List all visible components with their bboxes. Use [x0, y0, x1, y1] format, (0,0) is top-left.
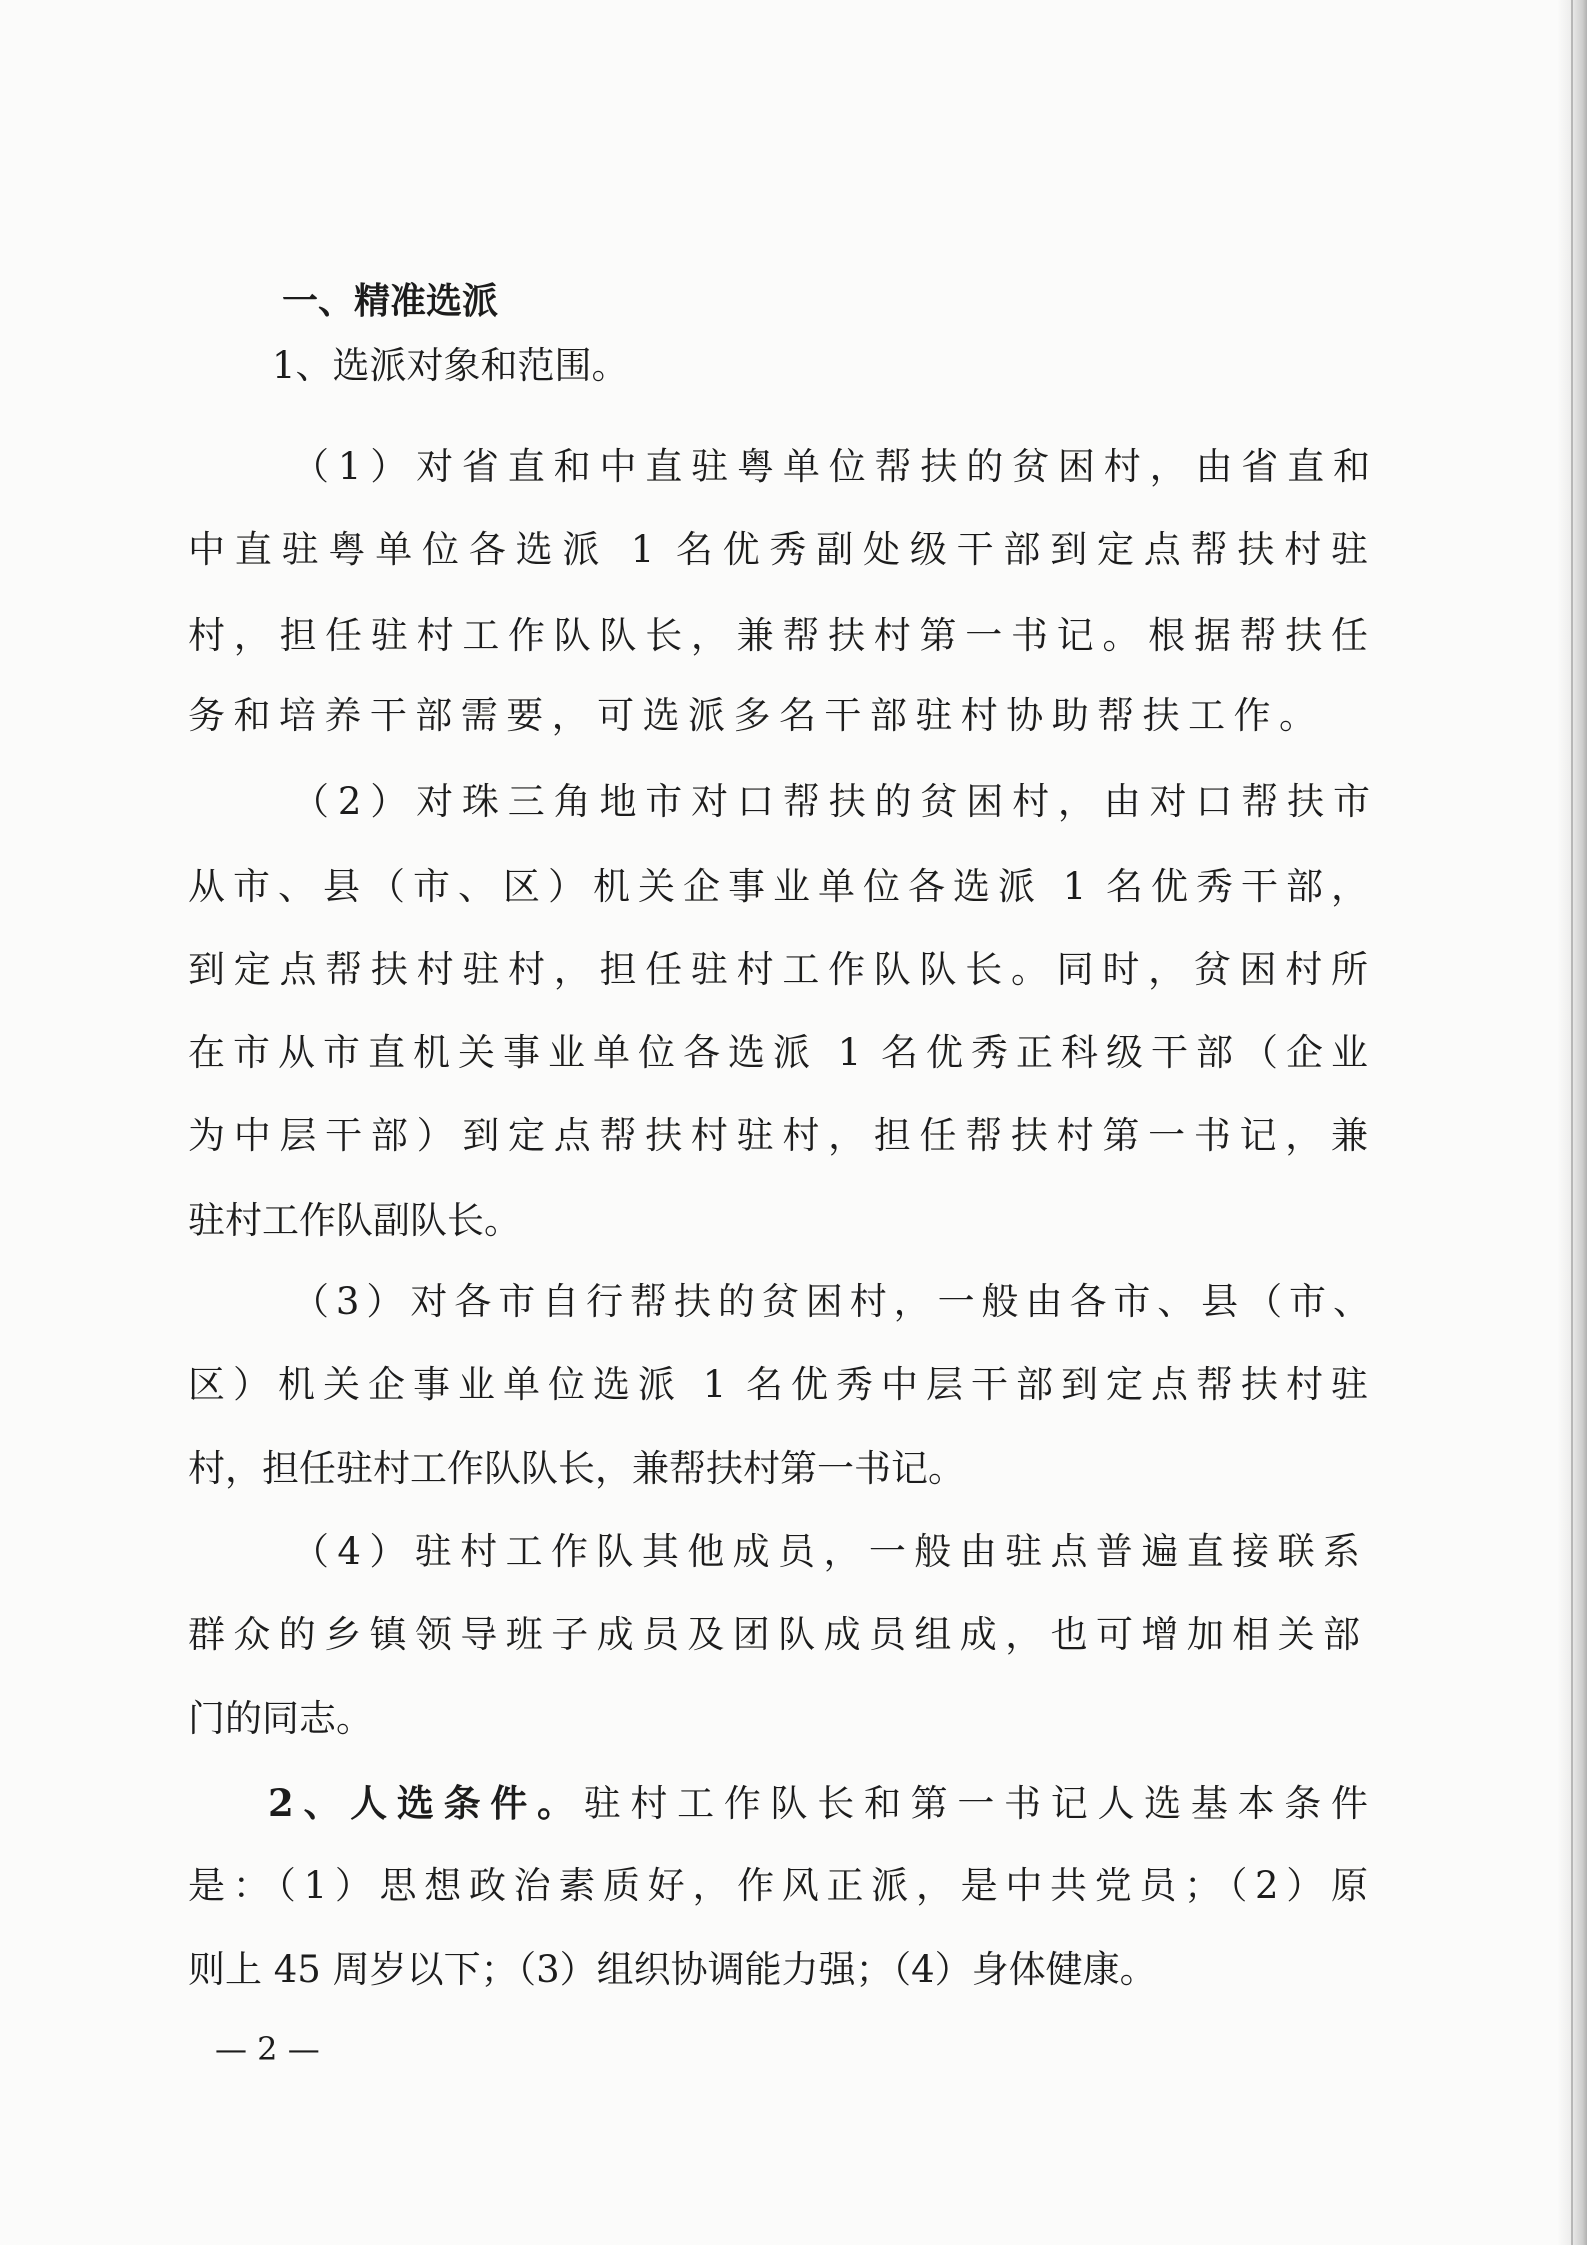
paragraph-line: 门的同志。 — [188, 1697, 373, 1740]
paragraph-line: 到定点帮扶村驻村，担任驻村工作队队长。同时，贫困村所 — [188, 948, 1368, 991]
paragraph-line: 村，担任驻村工作队队长，兼帮扶村第一书记。根据帮扶任 — [188, 614, 1368, 657]
paragraph-line: （3）对各市自行帮扶的贫困村，一般由各市、县（市、 — [292, 1280, 1370, 1323]
paragraph-line — [268, 1773, 1368, 1833]
paragraph-line: 务和培养干部需要，可选派多名干部驻村协助帮扶工作。 — [188, 694, 1316, 737]
paragraph-line: （1）对省直和中直驻粤单位帮扶的贫困村，由省直和 — [292, 445, 1370, 488]
conditions-lead: 2、人选条件。 — [268, 1781, 584, 1825]
paragraph-line: 为中层干部）到定点帮扶村驻村，担任帮扶村第一书记，兼 — [188, 1114, 1368, 1157]
scan-edge-line — [1571, 0, 1573, 2245]
paragraph-line: 在市从市直机关事业单位各选派 1 名优秀正科级干部（企业 — [188, 1031, 1368, 1074]
paragraph-line: 是：（1）思想政治素质好，作风正派，是中共党员；（2）原 — [188, 1864, 1368, 1907]
paragraph-line: 群众的乡镇领导班子成员及团队成员组成，也可增加相关部 — [188, 1613, 1360, 1656]
paragraph-line: 区）机关企事业单位选派 1 名优秀中层干部到定点帮扶村驻 — [188, 1363, 1368, 1406]
paragraph-line: （2）对珠三角地市对口帮扶的贫困村，由对口帮扶市 — [292, 780, 1370, 823]
conditions-text: 驻村工作队长和第一书记人选基本条件 — [583, 1782, 1369, 1825]
paragraph-line: 中直驻粤单位各选派 1 名优秀副处级干部到定点帮扶村驻 — [188, 528, 1368, 571]
subsection-title: 1、选派对象和范围。 — [272, 344, 629, 387]
paragraph-line: 村，担任驻村工作队队长，兼帮扶村第一书记。 — [188, 1447, 965, 1490]
paragraph-line: 从市、县（市、区）机关企事业单位各选派 1 名优秀干部， — [188, 865, 1368, 908]
paragraph-line: 则上 45 周岁以下；（3）组织协调能力强；（4）身体健康。 — [188, 1948, 1157, 1991]
paragraph-line: （4）驻村工作队其他成员，一般由驻点普遍直接联系 — [292, 1530, 1360, 1573]
page-number: — 2 — — [215, 2030, 320, 2068]
section-heading: 一、精准选派 — [282, 281, 499, 322]
paragraph-line: 驻村工作队副队长。 — [188, 1199, 521, 1242]
